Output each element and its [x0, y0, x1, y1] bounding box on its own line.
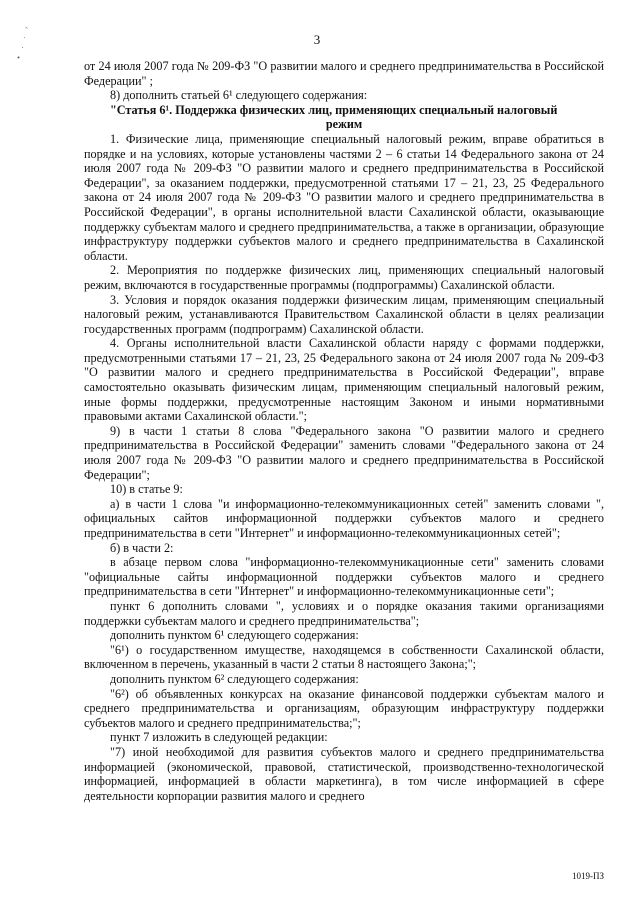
- scan-mark: • . . ,: [14, 22, 30, 60]
- page-number: 3: [313, 32, 321, 47]
- paragraph: 4. Органы исполнительной власти Сахалинской области наряду с формами поддержки, предусмотренными статьями 17 – 21, 23, 25 Федерального закона от 24 июля 2007 года № 209-ФЗ "О развитии малого и среднего предпринимательства в Российской Федерации", вправе самостоятельно оказывать физическим лицам, применяющим специальный налоговый режим, иные формы поддержки, предусмотренные настоящим Законом и иными нормативными правовыми актами Сахалинской области.";: [84, 336, 604, 424]
- paragraph: дополнить пунктом 6² следующего содержания:: [110, 671, 359, 686]
- paragraph: "6¹) о государственном имуществе, находящемся в собственности Сахалинской области, включенном в перечень, указанный в части 2 статьи 8 настоящего Закона;";: [84, 642, 604, 672]
- paragraph: пункт 7 изложить в следующей редакции:: [110, 730, 328, 745]
- paragraph: "Статья 6¹. Поддержка физических лиц, применяющих специальный налоговый: [110, 102, 558, 117]
- paragraph: "6²) об объявленных конкурсах на оказание финансовой поддержки субъектам малого и среднего предпринимательства и организациям, образующим инфраструктуру поддержки субъектов малого и среднего предпринимательства;";: [84, 686, 604, 730]
- paragraph: 8) дополнить статьей 6¹ следующего содержания:: [110, 88, 368, 103]
- paragraph: дополнить пунктом 6¹ следующего содержания:: [110, 628, 359, 643]
- document-code: 1019-ПЗ: [571, 871, 604, 881]
- paragraph: 2. Мероприятия по поддержке физических лиц, применяющих специальный налоговый режим, включаются в государственные программы (подпрограммы) Сахалинской области.: [84, 263, 604, 292]
- paragraph: от 24 июля 2007 года № 209-ФЗ "О развитии малого и среднего предпринимательства в Российской Федерации" ;: [84, 59, 604, 88]
- paragraph: в абзаце первом слова "информационно-телекоммуникационные сети" заменить словами "официальные сайты информационной поддержки субъектов малого и среднего предпринимательства в сети "Интернет" и информационно-телекоммуникационные сети";: [84, 555, 604, 599]
- document-body: [84, 59, 604, 803]
- paragraph: а) в части 1 слова "и информационно-телекоммуникационных сетей" заменить словами ", официальных сайтов информационной поддержки субъектов малого и среднего предпринимательства в сети "Интернет" и информационно-телекоммуникационных сетей";: [84, 496, 604, 540]
- paragraph: 1. Физические лица, применяющие специальный налоговый режим, вправе обратиться в порядке и на условиях, которые установлены частями 2 – 6 статьи 14 Федерального закона от 24 июля 2007 года № 209-ФЗ "О развитии малого и среднего предпринимательства в Российской Федерации", за оказанием поддержки, предусмотренной статьями 17 – 21, 23, 25 Федерального закона от 24 июля 2007 года № 209-ФЗ "О развитии малого и среднего предпринимательства в Российской Федерации", в органы исполнительной власти Сахалинской области, оказывающие поддержку субъектам малого и среднего предпринимательства, а также в организации, образующие инфраструктуру поддержки субъектов малого и среднего предпринимательства в Сахалинской области.: [84, 131, 604, 263]
- paragraph: 3. Условия и порядок оказания поддержки физическим лицам, применяющим специальный налоговый режим, устанавливаются Правительством Сахалинской области в целях реализации государственных программ (подпрограмм) Сахалинской области.: [84, 292, 604, 336]
- paragraph: пункт 6 дополнить словами ", условиях и о порядке оказания такими организациями поддержки субъектам малого и среднего предпринимательства";: [84, 598, 604, 628]
- paragraph: 10) в статье 9:: [110, 482, 183, 497]
- paragraph: 9) в части 1 статьи 8 слова "Федерального закона "О развитии малого и среднего предпринимательства в Российской Федерации" заменить словами "Федерального закона от 24 июля 2007 года № 209-ФЗ "О развитии малого и среднего предпринимательства в Российской Федерации";: [84, 423, 604, 482]
- paragraph: б) в части 2:: [110, 540, 174, 555]
- paragraph: "7) иной необходимой для развития субъектов малого и среднего предпринимательства информацией (экономической, правовой, статистической, производственно-технологической информацией, информацией в области маркетинга), в том числе информацией в сфере деятельности корпорации развития малого и среднего: [84, 744, 604, 803]
- paragraph: режим: [325, 117, 363, 132]
